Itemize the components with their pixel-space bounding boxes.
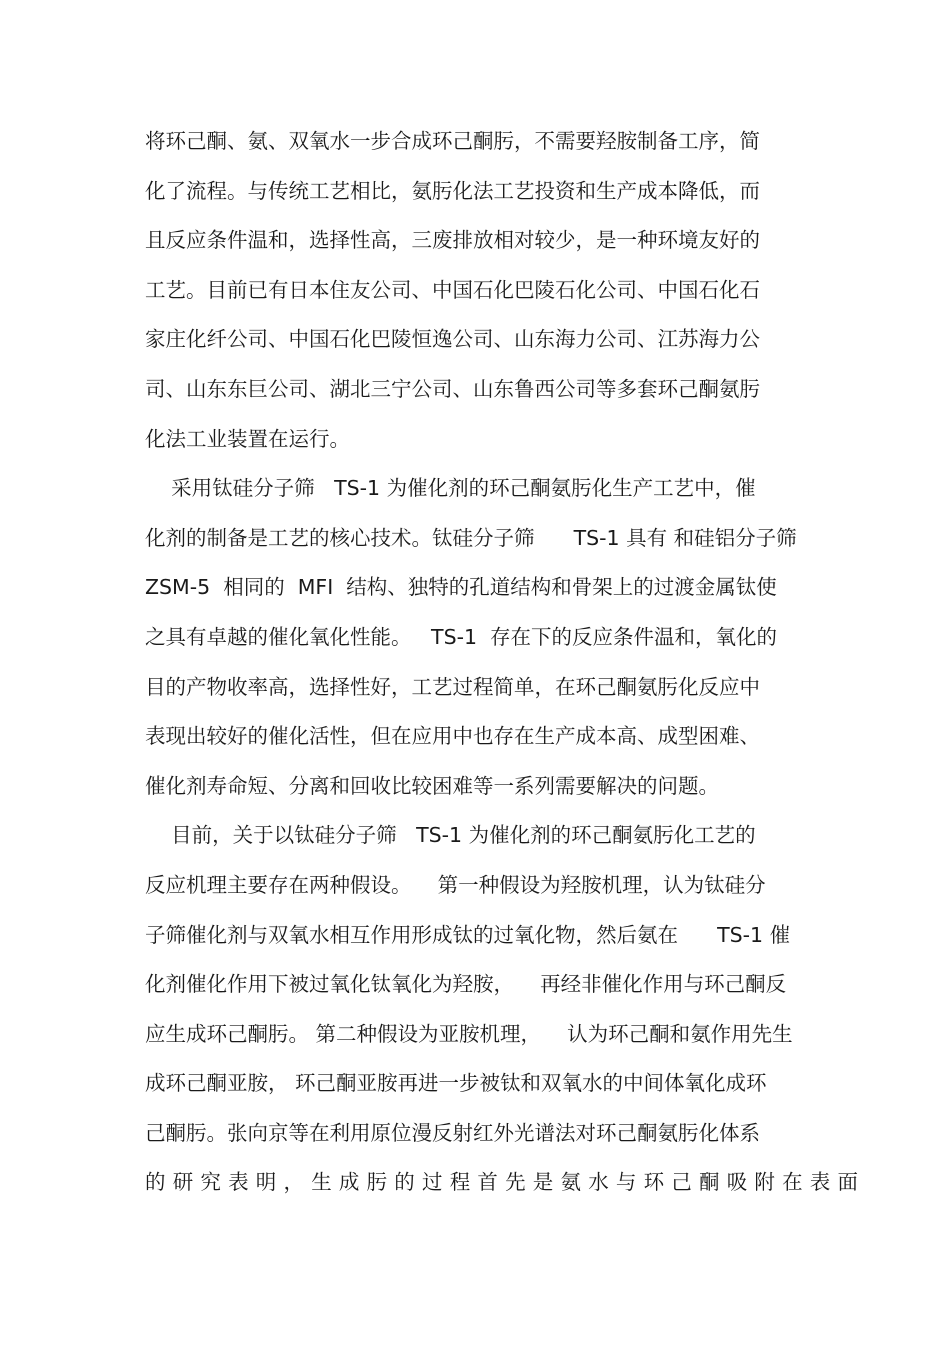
text-line: 司、山东东巨公司、湖北三宁公司、山东鲁西公司等多套环己酮氨肟 — [145, 376, 760, 401]
text-line: 家庄化纤公司、中国石化巴陵恒逸公司、山东海力公司、江苏海力公 — [145, 327, 760, 352]
text-line: 之具有卓越的催化氧化性能。 TS-1 存在下的反应条件温和，氧化的 — [145, 624, 778, 649]
text-line: 将环己酮、氨、双氧水一步合成环己酮肟，不需要羟胺制备工序，简 — [145, 129, 760, 153]
text-line: 化剂催化作用下被过氧化钛氧化为羟胺， 再经非催化作用与环己酮反 — [145, 972, 787, 997]
text-line: 表现出较好的催化活性，但在应用中也存在生产成本高、成型困难、 — [145, 724, 760, 749]
text-line: 化法工业装置在运行。 — [145, 426, 350, 451]
text-line: 的研究表明，生成肟的过程首先是氨水与环己酮吸附在表面 — [145, 1170, 866, 1195]
body-text — [145, 127, 866, 1218]
text-line: 目的产物收率高，选择性好，工艺过程简单，在环己酮氨肟化反应中 — [145, 674, 760, 699]
text-line: 化了流程。与传统工艺相比，氨肟化法工艺投资和生产成本降低，而 — [145, 178, 760, 203]
paragraph-start-line: 采用钛硅分子筛 TS-1 为催化剂的环己酮氨肟化生产工艺中，催 — [145, 476, 756, 501]
text-line: 化剂的制备是工艺的核心技术。钛硅分子筛 TS-1 具有 和硅铝分子筛 — [145, 525, 797, 550]
text-line: 工艺。目前已有日本住友公司、中国石化巴陵石化公司、中国石化石 — [145, 277, 760, 302]
text-line: ZSM-5 相同的 MFI 结构、独特的孔道结构和骨架上的过渡金属钛使 — [145, 575, 777, 600]
text-line: 且反应条件温和，选择性高，三废排放相对较少，是一种环境友好的 — [145, 228, 760, 253]
text-line: 成环己酮亚胺， 环己酮亚胺再进一步被钛和双氧水的中间体氧化成环 — [145, 1071, 767, 1096]
text-line: 子筛催化剂与双氧水相互作用形成钛的过氧化物，然后氨在 TS-1 催 — [145, 922, 791, 947]
paragraph-start-line: 目前，关于以钛硅分子筛 TS-1 为催化剂的环己酮氨肟化工艺的 — [145, 823, 756, 848]
text-line: 反应机理主要存在两种假设。 第一种假设为羟胺机理，认为钛硅分 — [145, 872, 766, 897]
text-line: 应生成环己酮肟。 第二种假设为亚胺机理， 认为环己酮和氨作用先生 — [145, 1021, 793, 1046]
text-line: 催化剂寿命短、分离和回收比较困难等一系列需要解决的问题。 — [145, 773, 719, 798]
text-line: 己酮肟。张向京等在利用原位漫反射红外光谱法对环己酮氨肟化体系 — [145, 1120, 760, 1145]
